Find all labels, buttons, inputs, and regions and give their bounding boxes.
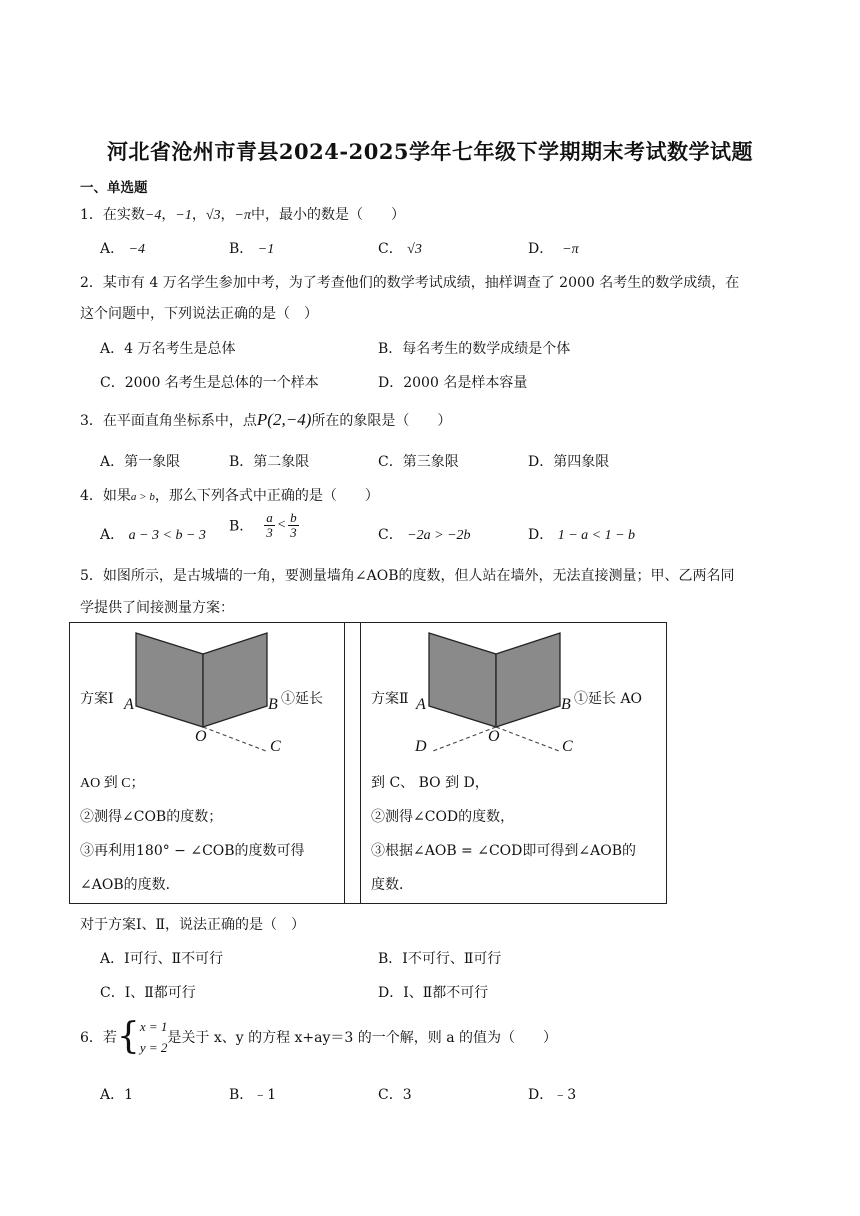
scheme-1-label-c: C — [270, 738, 281, 755]
scheme-2-label-o: O — [488, 728, 500, 745]
q3-option-d[interactable]: D．第四象限 — [528, 454, 610, 470]
scheme-2-step-2: ②测得∠COD的度数， — [371, 809, 515, 825]
question-5-prompt: 对于方案Ⅰ、Ⅱ，说法正确的是（ ） — [80, 917, 306, 933]
q4-option-a[interactable]: A． a − 3 < b − 3 — [100, 527, 206, 543]
q2-option-b[interactable]: B．每名考生的数学成绩是个体 — [378, 341, 571, 357]
question-4-stem: 4．如果a > b，那么下列各式中正确的是（ ） — [80, 488, 379, 504]
scheme-1-step-2: ②测得∠COB的度数； — [80, 809, 223, 825]
question-2-line-1: 2．某市有 4 万名学生参加中考，为了考查他们的数学考试成绩，抽样调查了 2000 名考生的数学成绩，在 — [80, 275, 740, 291]
q5-option-c[interactable]: C．Ⅰ、Ⅱ都可行 — [100, 985, 196, 1001]
scheme-2-step-1a: ①延长 AO — [574, 691, 643, 707]
scheme-1-label-a: A — [124, 696, 134, 713]
scheme-1-step-3: ③再利用180° − ∠COB的度数可得 — [80, 843, 305, 859]
page-title: 河北省沧州市青县2024-2025学年七年级下学期期末考试数学试题 — [106, 139, 754, 164]
q5-option-a[interactable]: A．Ⅰ可行、Ⅱ不可行 — [100, 951, 224, 967]
q1-option-a[interactable]: A． −4 — [100, 241, 146, 257]
q4-option-d[interactable]: D． 1 − a < 1 − b — [528, 527, 636, 543]
scheme-2-name: 方案Ⅱ — [371, 691, 409, 707]
q2-option-a[interactable]: A．4 万名考生是总体 — [100, 341, 236, 357]
question-5-line-1: 5．如图所示，是古城墙的一角，要测量墙角∠AOB的度数，但人站在墙外，无法直接测量；甲、乙两名同 — [80, 568, 735, 584]
scheme-2-step-1b: 到 C、 BO 到 D， — [371, 775, 489, 791]
q6-option-d[interactable]: D．﹣3 — [528, 1087, 577, 1103]
q1-option-c[interactable]: C． √3 — [378, 241, 422, 257]
question-1-stem: 1．在实数−4，−1，√3，−π中，最小的数是（ ） — [80, 207, 405, 223]
scheme-1-label-b: B — [268, 696, 278, 713]
scheme-2-step-4: 度数． — [371, 877, 413, 893]
scheme-2-label-a: A — [416, 696, 426, 713]
q3-option-b[interactable]: B．第二象限 — [229, 454, 310, 470]
scheme-1-label-o: O — [195, 728, 207, 745]
q2-option-c[interactable]: C．2000 名考生是总体的一个样本 — [100, 375, 319, 391]
q5-option-d[interactable]: D．Ⅰ、Ⅱ都不可行 — [378, 985, 489, 1001]
scheme-1-step-4: ∠AOB的度数． — [80, 877, 180, 893]
equation-system: { x = 1 y = 2 — [116, 1016, 168, 1057]
q4-option-b[interactable]: B． $\frac{a}{3}$ < $\frac{b}{3}$ — [229, 510, 297, 540]
q4-option-c[interactable]: C． −2a > −2b — [378, 527, 471, 543]
scheme-1-step-1a: ①延长 — [281, 691, 323, 707]
question-3-stem: 3．在平面直角坐标系中，点P(2,−4)所在的象限是（ ） — [80, 410, 452, 429]
q6-option-b[interactable]: B．﹣1 — [229, 1087, 277, 1103]
section-heading: 一、单选题 — [80, 180, 148, 196]
q1-option-b[interactable]: B． −1 — [229, 241, 275, 257]
scheme-2-step-3: ③根据∠AOB = ∠COD即可得到∠AOB的 — [371, 843, 636, 859]
scheme-2-label-d: D — [415, 738, 427, 755]
q6-option-c[interactable]: C．3 — [378, 1087, 412, 1103]
q1-option-d[interactable]: D． −π — [528, 241, 579, 257]
q5-option-b[interactable]: B．Ⅰ不可行、Ⅱ可行 — [378, 951, 502, 967]
scheme-1-step-1b: AO 到 C； — [80, 776, 145, 791]
question-2-line-2: 这个问题中，下列说法正确的是（ ） — [80, 306, 318, 322]
table-divider-left — [344, 622, 345, 904]
q3-option-a[interactable]: A．第一象限 — [100, 454, 181, 470]
q6-option-a[interactable]: A．1 — [100, 1087, 134, 1103]
scheme-1-name: 方案Ⅰ — [80, 691, 114, 707]
question-6-stem: 6．若{ x = 1 y = 2 是关于 x、y 的方程 x+ay＝3 的一个解，则 a 的值为（ ） — [80, 1016, 558, 1057]
scheme-2-label-c: C — [562, 738, 573, 755]
question-5-line-2: 学提供了间接测量方案： — [80, 600, 234, 616]
q2-option-d[interactable]: D．2000 名是样本容量 — [378, 375, 528, 391]
scheme-2-label-b: B — [561, 696, 571, 713]
q3-option-c[interactable]: C．第三象限 — [378, 454, 459, 470]
